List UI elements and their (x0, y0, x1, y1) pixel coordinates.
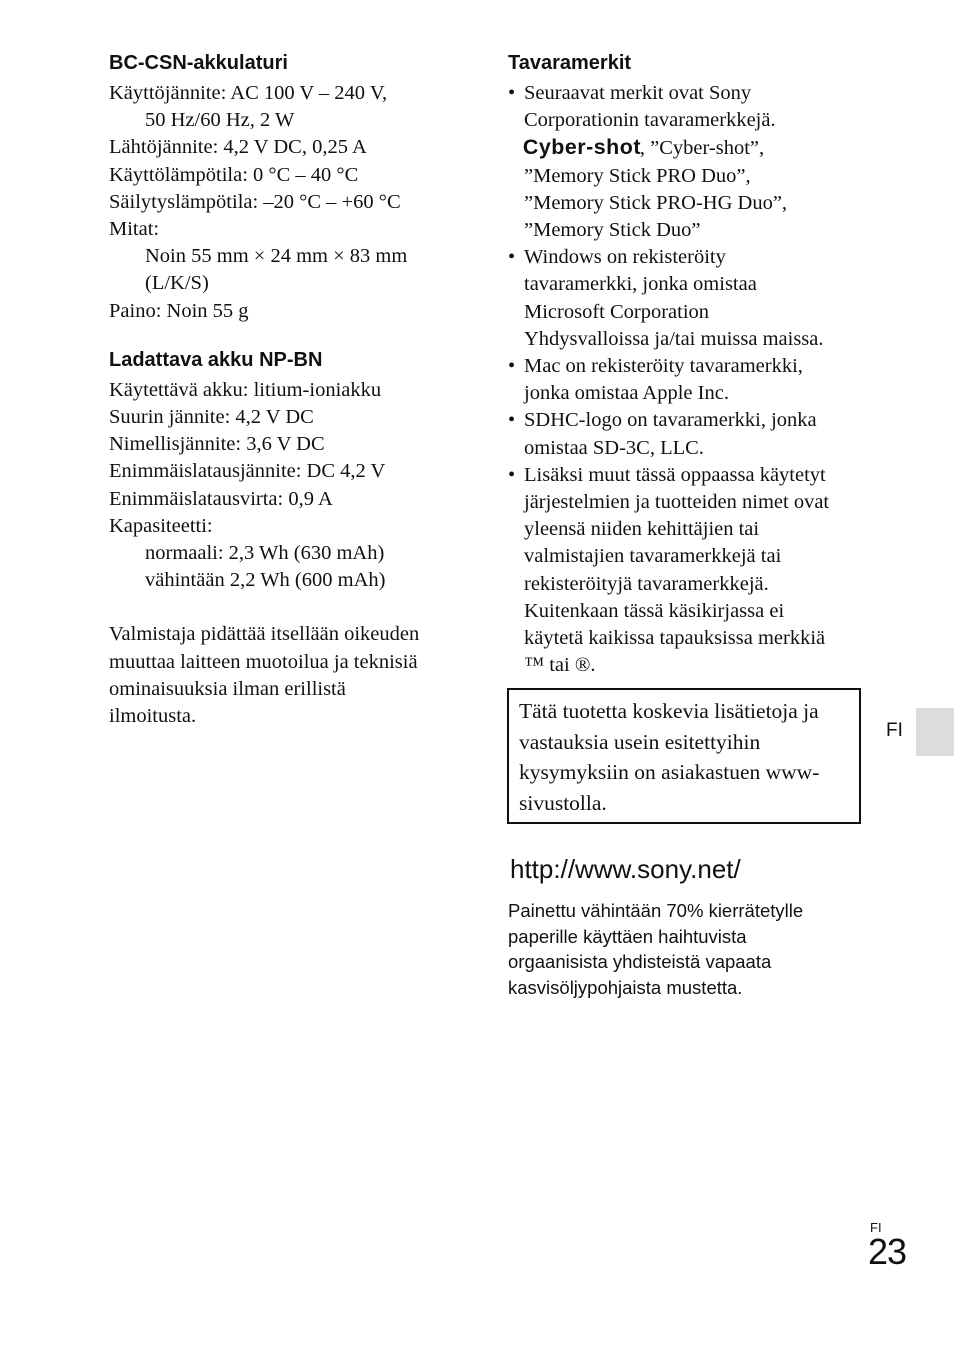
info-line: kysymyksiin on asiakastuen www- (519, 760, 820, 784)
trademarks-list (508, 80, 868, 679)
print-note-line: kasvisöljypohjaista mustetta. (508, 976, 743, 998)
spec-line: Suurin jännite: 4,2 V DC (109, 406, 314, 429)
list-item-line: valmistajien tavaramerkkejä tai (524, 545, 782, 568)
list-item-line: Corporationin tavaramerkkejä. (524, 109, 776, 132)
battery-specs (109, 347, 469, 595)
sony-url-link[interactable]: http://www.sony.net/ (510, 854, 741, 884)
spec-line: Enimmäislatausvirta: 0,9 A (109, 487, 333, 510)
list-item-line: Lisäksi muut tässä oppaassa käytetyt (524, 463, 826, 486)
list-item (508, 244, 868, 353)
list-item-line: Windows on rekisteröity (524, 246, 726, 269)
bullet-icon: • (508, 82, 516, 104)
bullet-icon: • (508, 463, 516, 486)
side-tab-label: FI (886, 720, 903, 741)
info-line: vastauksia usein esitettyihin (519, 729, 761, 754)
spec-line: (L/K/S) (145, 272, 209, 295)
list-item-line: ”Memory Stick PRO Duo”, (524, 164, 751, 187)
info-line: sivustolla. (519, 790, 607, 815)
print-note-line: Painettu vähintään 70% kierrätetylle (508, 900, 804, 921)
footer-language: FI (870, 1220, 882, 1235)
list-item-line: käytetä kaikissa tapauksissa merkkiä (524, 627, 826, 650)
spec-line: 50 Hz/60 Hz, 2 W (145, 109, 295, 132)
list-item (508, 462, 868, 680)
list-item (508, 407, 868, 461)
page-number: 23 (868, 1231, 907, 1272)
spec-line: Mitat: (109, 218, 160, 241)
list-item-line: SDHC-logo on tavaramerkki, jonka (524, 409, 817, 432)
spec-line: Enimmäislatausjännite: DC 4,2 V (109, 460, 386, 483)
spec-line: normaali: 2,3 Wh (630 mAh) (145, 542, 385, 565)
list-item-line (524, 134, 868, 162)
spec-line: vähintään 2,2 Wh (600 mAh) (145, 569, 386, 592)
info-line: Tätä tuotetta koskevia lisätietoja ja (519, 699, 819, 723)
spec-line: Käytettävä akku: litium-ioniakku (109, 378, 382, 401)
spec-line: Säilytyslämpötila: –20 °C – +60 °C (109, 190, 401, 213)
paragraph-line: ominaisuuksia ilman erillistä (109, 677, 346, 700)
spec-line: Kapasiteetti: (109, 514, 213, 537)
list-item-line: Yhdysvalloissa ja/tai muissa maissa. (524, 327, 824, 350)
right-column (508, 50, 868, 679)
spec-line: Lähtöjännite: 4,2 V DC, 0,25 A (109, 136, 367, 159)
list-item-line: yleensä niiden kehittäjien tai (524, 518, 760, 541)
list-item-line: tavaramerkki, jonka omistaa (524, 273, 757, 296)
paragraph-line: muuttaa laitteen muotoilua ja teknisiä (109, 650, 418, 673)
bullet-icon: • (508, 409, 516, 432)
bullet-icon: • (508, 246, 516, 269)
print-note-line: orgaanisista yhdisteistä vapaata (508, 951, 772, 972)
spec-line: Noin 55 mm × 24 mm × 83 mm (145, 245, 408, 268)
spec-line: Paino: Noin 55 g (109, 299, 249, 322)
list-item-line: ”Memory Stick PRO-HG Duo”, (524, 191, 788, 214)
spec-line: Käyttöjännite: AC 100 V – 240 V, (109, 82, 388, 104)
print-note-line: paperille käyttäen haihtuvista (508, 925, 747, 947)
list-item-line: Microsoft Corporation (524, 300, 710, 323)
list-item-line: ™ tai ®. (524, 654, 596, 677)
battery-heading: Ladattava akku NP-BN (109, 348, 323, 371)
spec-line: Käyttölämpötila: 0 °C – 40 °C (109, 163, 359, 186)
cyber-shot-logo: Cyber-shot (522, 136, 642, 160)
language-side-tab (916, 708, 954, 756)
charger-specs (109, 50, 469, 325)
list-item (508, 80, 868, 244)
support-info-box (507, 688, 861, 824)
list-item-line: ”Memory Stick Duo” (524, 219, 701, 242)
left-column (109, 50, 469, 730)
trademarks-section (508, 50, 868, 679)
list-item-line: järjestelmien ja tuotteiden nimet ovat (524, 491, 830, 514)
trademarks-heading: Tavaramerkit (508, 52, 632, 74)
print-note (508, 898, 803, 1000)
list-item-line: Mac on rekisteröity tavaramerkki, (524, 355, 803, 378)
paragraph-line: ilmoitusta. (109, 705, 197, 728)
list-item-line: omistaa SD-3C, LLC. (524, 436, 704, 459)
charger-heading: BC-CSN-akkulaturi (109, 52, 288, 74)
list-item-line: Seuraavat merkit ovat Sony (524, 82, 752, 104)
bullet-icon: • (508, 355, 516, 378)
list-item-line: rekisteröityjä tavaramerkkejä. (524, 572, 769, 595)
list-item (508, 353, 868, 407)
spec-line: Nimellisjännite: 3,6 V DC (109, 433, 325, 456)
list-item-line: jonka omistaa Apple Inc. (524, 382, 729, 405)
list-item-line: Kuitenkaan tässä käsikirjassa ei (524, 599, 785, 622)
paragraph-line: Valmistaja pidättää itsellään oikeuden (109, 623, 420, 646)
list-item-line-text: , ”Cyber-shot”, (639, 137, 765, 160)
disclaimer-paragraph (109, 621, 469, 730)
